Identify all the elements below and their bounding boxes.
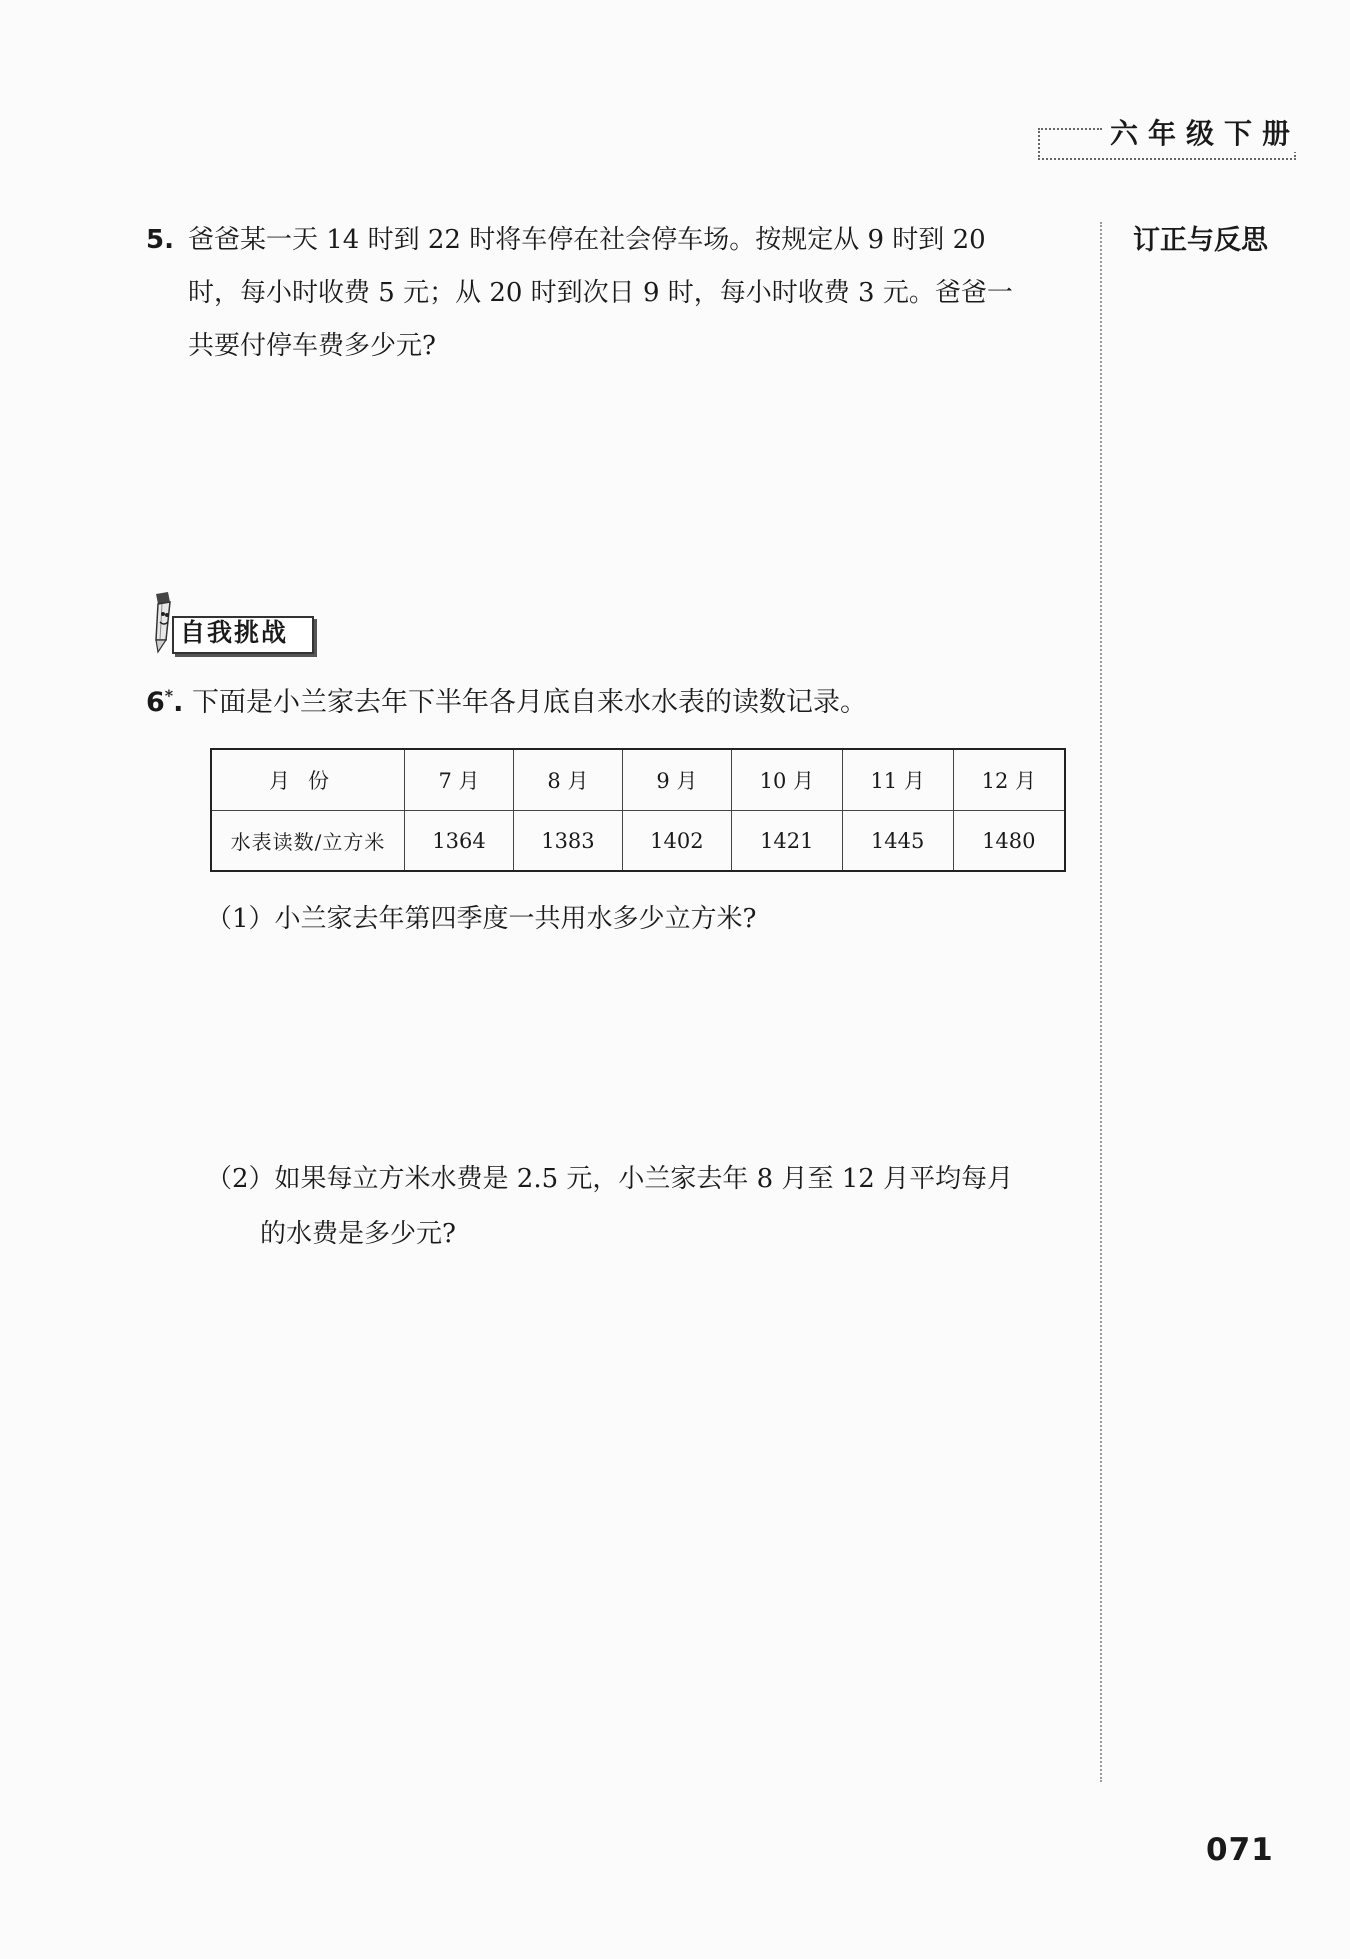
table-cell-reading: 1402 [622,811,731,871]
sub-question-2-line-2: 的水费是多少元? [260,1219,456,1249]
grade-label: 六年级下册 [1106,112,1330,152]
table-row-months [211,749,1065,811]
problem-5-line-2: 时，每小时收费 5 元；从 20 时到次日 9 时，每小时收费 3 元。爸爸一 [188,278,1013,308]
table-header-reading: 水表读数/立方米 [211,811,405,871]
table-header-month: 月份 [211,749,405,811]
table-cell-reading: 1364 [405,811,514,871]
table-cell-month: 12 月 [953,749,1065,811]
sub-question-2-line-1: （2）如果每立方米水费是 2.5 元，小兰家去年 8 月至 12 月平均每月 [206,1164,1014,1194]
problem-6 [146,672,867,727]
sub-question-1-text: （1）小兰家去年第四季度一共用水多少立方米? [206,904,757,934]
page-number: 071 [1206,1832,1274,1868]
table-cell-reading: 1383 [513,811,622,871]
sub-question-2 [206,1152,1086,1262]
challenge-label: 自我挑战 [180,618,289,647]
table-cell-month: 9 月 [622,749,731,811]
table-cell-reading: 1445 [842,811,953,871]
margin-title: 订正与反思 [1133,225,1268,256]
problem-6-star: * [164,686,174,705]
problem-5-line-3: 共要付停车费多少元? [188,331,436,361]
problem-6-dot: . [173,687,184,718]
water-meter-table [210,748,1066,872]
problem-5 [146,214,1076,373]
table-cell-month: 7 月 [405,749,514,811]
challenge-badge [146,590,316,654]
table-cell-reading: 1480 [953,811,1065,871]
grade-tag [1038,112,1301,160]
problem-6-text: 下面是小兰家去年下半年各月底自来水水表的读数记录。 [192,687,868,718]
problem-5-number: 5. [146,225,174,255]
problem-5-line-1: 爸爸某一天 14 时到 22 时将车停在社会停车场。按规定从 9 时到 20 [188,225,986,255]
margin-divider [1100,222,1102,1782]
sub-question-1 [206,892,1086,947]
table-cell-month: 8 月 [513,749,622,811]
table-cell-reading: 1421 [731,811,842,871]
table-cell-month: 10 月 [731,749,842,811]
table-cell-month: 11 月 [842,749,953,811]
problem-6-number: 6 [146,687,165,718]
table-row-readings [211,811,1065,871]
